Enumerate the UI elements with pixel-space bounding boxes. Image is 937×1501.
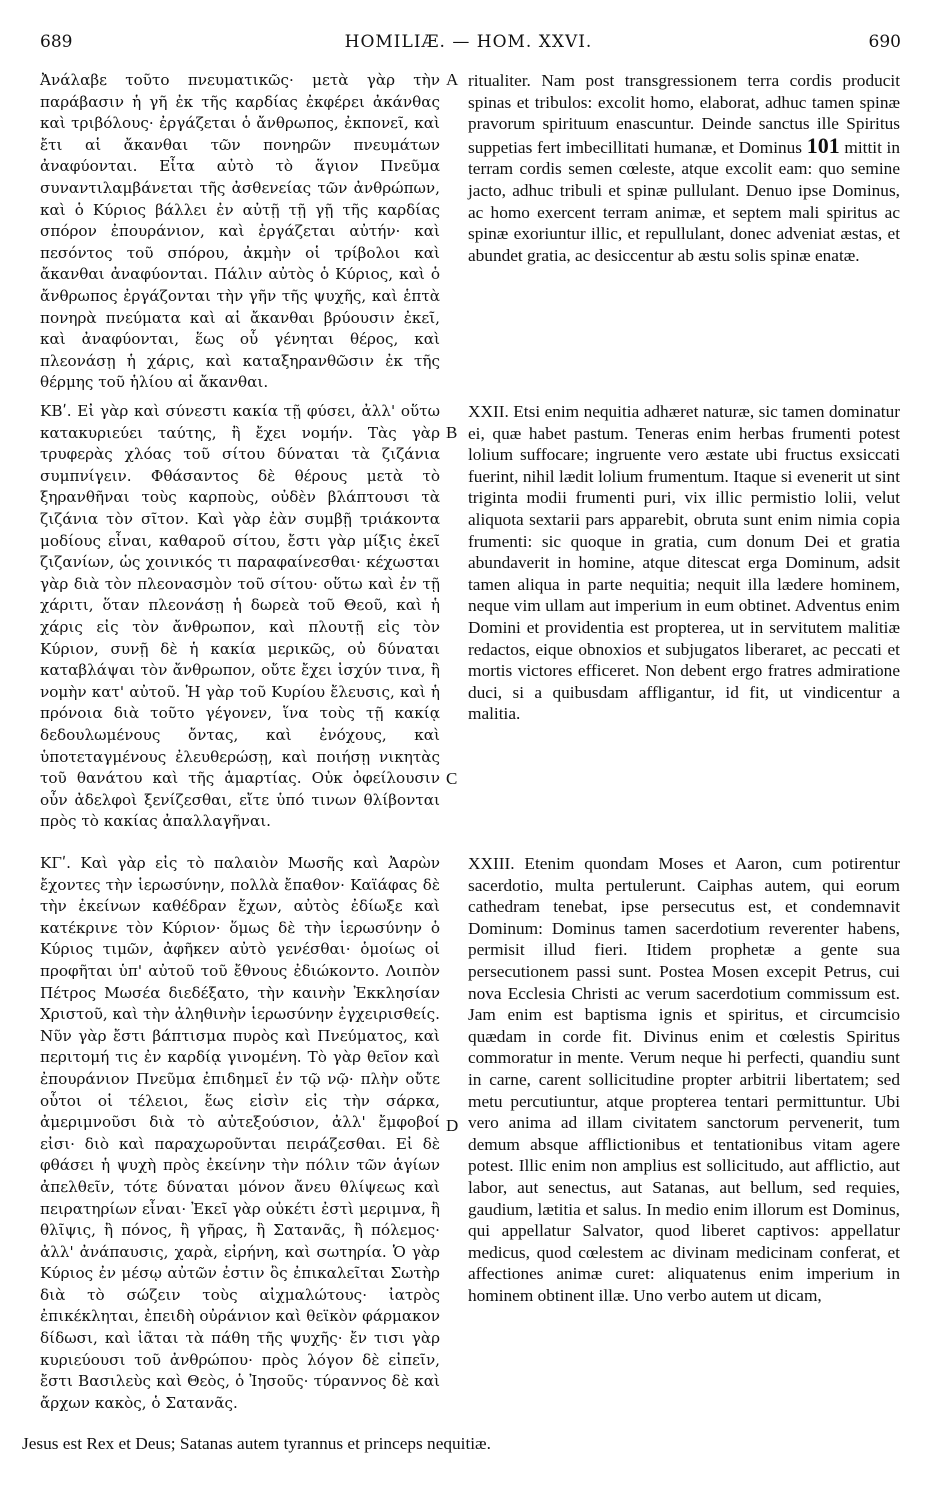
latin-closing-line: Jesus est Rex et Deus; Satanas autem tyrannus et princeps nequitiæ.	[22, 1434, 491, 1453]
latin-paragraph-2	[468, 401, 900, 725]
greek-text: ΚΓʹ. Καὶ γὰρ εἰς τὸ παλαιὸν Μωσῆς καὶ Ἀαρὼν ἔχοντες τὴν ἱερωσύνην, πολλὰ ἔπαθον· Καϊάφας δὲ τὴν ἐκείνων καθέδραν ἔχων, αὐτὸς ἐδίωξε καὶ κατέκρινε τὸν Κύριον· ὅμως δὲ τὴν ἱερωσύνην ὁ Κύριος τιμῶν, ἀφῆκεν αὐτὸ γενέσθαι· ὁμοίως οἱ προφῆται ὑπ' αὐτοῦ τοῦ ἔθνους ἐδιώκοντο. Λοιπὸν Πέτρος Μωσέα διεδέξατο, τὴν καινὴν Ἐκκλησίαν Χριστοῦ, καὶ τὴν ἀληθινὴν ἱερωσύνην ἐγχειρισθείς. Νῦν γὰρ ἔστι βάπτισμα πυρὸς καὶ Πνεύματος, καὶ περιτομή τις ἐν καρδίᾳ γινομένη. Τὸ γὰρ θεῖον καὶ ἐπουράνιον Πνεῦμα ἐπιδημεῖ ἐν τῷ νῷ· πλὴν οὔτε οὗτοι οἱ τέλειοι, ἕως εἰσὶν εἰς τὴν σάρκα, ἀμεριμνοῦσι διὰ τὸ αὐτεξούσιον, ἀλλ' ἔμφοβοί εἰσι· διὸ καὶ παραχωροῦνται πειράζεσθαι. Εἰ δὲ φθάσει ἡ ψυχὴ πρὸς ἐκείνην τὴν πόλιν τῶν ἁγίων ἀπελθεῖν, τότε δύναται μόνον ἄνευ θλίψεως καὶ πειρατηρίων εἶναι· Ἐκεῖ γὰρ οὐκέτι ἐστὶ μεριμνα, ἢ θλῖψις, ἢ πόνος, ἢ γῆρας, ἢ Σατανᾶς, ἢ πόλεμος· ἀλλ' ἀνάπαυσις, χαρὰ, εἰρήνη, καὶ σωτηρία. Ὁ γὰρ Κύριος ἐν μέσῳ αὐτῶν ἐστιν ὃς ἐπικαλεῖται Σωτὴρ διὰ τὸ σώζειν τοὺς αἰχμαλώτους· ἰατρὸς ἐπικέκληται, ἐπειδὴ οὐράνιον καὶ θεϊκὸν φάρμακον δίδωσι, καὶ ἰᾶται τὰ πάθη τῆς ψυχῆς· ἔν τισι γὰρ κυριεύουσι τοῦ ἀνθρώπου· πρὸς λόγον δὲ εἰπεῖν, ἔστι Βασιλεὺς καὶ Θεὸς, ὁ Ἰησοῦς· τύραννος δὲ καὶ ἄρχων κακὸς, ὁ Σατανᾶς.	[40, 854, 440, 1412]
right-page-number: 690	[868, 32, 901, 52]
latin-text: ritualiter. Nam post transgressionem terra cordis producit spinas et tribulos: excolit homo, elaborat, adhuc tamen spinæ pravorum spirituum enascuntur. Deinde sanctus ille Spiritus suppetias fert imbecillitati humanæ, et Dominus	[468, 71, 900, 157]
section-marker-b: B	[446, 423, 458, 442]
section-marker-a: A	[446, 70, 459, 89]
greek-paragraph-1	[40, 70, 440, 394]
greek-paragraph-3	[40, 853, 440, 1414]
latin-text: XXII. Etsi enim nequitia adhæret naturæ, sic tamen dominatur ei, quæ habet pastum. Teneras enim herbas frumenti potest lolium suffocare; ingruente vero æstate ubi fructus exsiccati fuerint, nihil lædit lolium frumentum. Itaque si evenerit ut sint triginta modii frumenti puri, vix illic permistio lolii, velut aliquota sextarii pars apparebit, obruta sunt enim nimia copia frumenti: sic quoque in gratia, cum donum Dei et gratia abundaverit in homine, atque ditescat erga Dominum, adsit tamen aliqua in parte nequitia; nequit illa lædere hominem, neque vim ullam aut imperium in eum obtinet. Adventus enim Domini et providentia est propterea, ut in servitutem malitiæ redactos, eique obnoxios et subjugatos liberaret, ac peccati et mortis victores efficeret. Non debent ergo fratres admiratione duci, si a quibusdam affligantur, id fit, ut vindicentur a malitia.	[468, 402, 900, 724]
page-header	[0, 32, 937, 58]
latin-paragraph-3	[468, 853, 900, 1306]
greek-paragraph-2	[40, 401, 440, 833]
running-title: HOMILIÆ. — HOM. XXVI.	[344, 32, 593, 52]
left-page-number: 689	[40, 32, 73, 52]
latin-paragraph-1	[468, 70, 900, 266]
section-marker-c: C	[446, 769, 458, 788]
latin-text: mittit in terram cordis semen cœleste, atque excolit eam: quo semine jacto, adhuc tribuli et spinæ pullulant. Denuo ipse Dominus, ac homo exercent terram animæ, et septem mali spiritus ac spinæ exoriuntur illic, et repullulant, donec adveniat æstas, et abundet gratia, ac desiccentur ab æstu solis spinæ enatæ.	[468, 137, 901, 265]
section-marker-d: D	[446, 1116, 459, 1135]
latin-text: XXIII. Etenim quondam Moses et Aaron, cum potirentur sacerdotio, multa pertulerunt. Caiphas autem, qui eorum cathedram tenebat, ipse persecutus est, et condemnavit Dominum: Dominus tamen sacerdotium reverenter habens, permisit illud fieri. Itidem prophetæ a gente sua persecutionem passi sunt. Postea Mosen excepit Petrus, cui nova Ecclesia Christi ac verum sacerdotium commissum est. Jam enim est baptisma ignis et spiritus, et circumcisio quædam in corde fit. Divinus enim et cœlestis Spiritus commoratur in mente. Verum neque hi perfecti, quandiu sunt in carne, carent sollicitudine propter arbitrii libertatem; sed metu percutiuntur, atque propterea tentari permittuntur. Ubi vero anima ad illam civitatem sanctorum pervenerit, tum demum absque afflictionibus et tentationibus vitam agere potest. Illic enim non amplius est sollicitudo, aut afflictio, aut labor, aut senectus, aut Satanas, aut bellum, sed requies, gaudium, lætitia et salus. In medio enim illorum est Dominus, qui appellatur Salvator, quod liberet captivos: appellatur medicus, quod cœlestem ac divinam medicinam conferat, et affectiones animæ curet: aliquatenus enim imperium in hominem obtinent illæ. Uno verbo autem ut dicam,	[468, 854, 900, 1305]
greek-text: Ἀνάλαβε τοῦτο πνευματικῶς· μετὰ γὰρ τὴν παράβασιν ἡ γῆ ἐκ τῆς καρδίας ἐκφέρει ἀκάνθας καὶ τριβόλους· ἐργάζεται ὁ ἄνθρωπος, ἐκπονεῖ, καὶ ἔτι αἱ ἄκανθαι τῶν πονηρῶν πνευμάτων ἀναφύονται. Εἶτα αὐτὸ τὸ ἅγιον Πνεῦμα συναντιλαμβάνεται τῆς ἀσθενείας τῶν ἀνθρώπων, καὶ ὁ Κύριος βάλλει ἐν αὐτῇ τῇ γῇ τῆς καρδίας σπόρον ἐπουράνιον, καὶ ἐργάζεται αὐτήν· καὶ πεσόντος τοῦ σπόρου, ἀκμὴν οἱ τρίβολοι καὶ ἄκανθαι ἀναφύονται. Πάλιν αὐτὸς ὁ Κύριος, καὶ ὁ ἄνθρωπος ἐργάζονται τὴν γῆν τῆς ψυχῆς, καὶ ἑπτὰ πονηρὰ πνεύματα καὶ αἱ ἄκανθαι βρύουσιν ἐκεῖ, καὶ ἀναφύονται, ἕως οὗ γένηται θέρος, καὶ πλεονάσῃ ἡ χάρις, καὶ καταξηρανθῶσιν ἐκ τῆς θέρμης τοῦ ἡλίου αἱ ἄκανθαι.	[40, 71, 440, 392]
column-number: 101	[806, 132, 840, 158]
greek-text: ΚΒʹ. Εἰ γὰρ καὶ σύνεστι κακία τῇ φύσει, ἀλλ' οὕτω κατακυριεύει ταύτης, ἢ ἔχει νομήν. Τὰς γὰρ τρυφερὰς χλόας τοῦ σίτου δύναται τὰ ζιζάνια συμπνίγειν. Φθάσαντος δὲ θέρους μετὰ τὸ ξηρανθῆναι τοὺς καρποὺς, οὐδὲν βλάπτουσι τὰ ζιζάνια τὸν σῖτον. Καὶ γὰρ ἐὰν συμβῇ τριάκοντα μοδίους εἶναι, καθαροῦ σίτου, ἔστι γὰρ μίξις ἐκεῖ ζιζανίων, ὡς χοινικός τι παραφαίνεσθαι· κέχωσται γὰρ διὰ τὸν πλεονασμὸν τοῦ σίτου· οὕτω καὶ ἐν τῇ χάριτι, ὅταν πλεονάσῃ ἡ δωρεὰ τοῦ Θεοῦ, καὶ ἡ χάρις εἰς τὸν ἄνθρωπον, καὶ πλουτῇ εἰς τὸν Κύριον, συνῇ δὲ ἡ κακία μερικῶς, οὐ δύναται καταβλάψαι τὸν ἄνθρωπον, οὔτε ἔχει ἰσχύν τινα, ἢ νομὴν κατ' αὐτοῦ. Ἡ γὰρ τοῦ Κυρίου ἔλευσις, καὶ ἡ πρόνοια διὰ τοῦτο γέγονεν, ἵνα τοὺς τῇ κακίᾳ δεδουλωμένους ὄντας, καὶ ἐνόχους, καὶ ὑποτεταγμένους ἐλευθερώσῃ, καὶ ποιήσῃ νικητὰς τοῦ θανάτου καὶ τῆς ἁμαρτίας. Οὐκ ὀφείλουσιν οὖν ἀδελφοὶ ξενίζεσθαι, εἴτε ὑπό τινων θλίβονται πρὸς τὸ κακίας ἀπαλλαγῆναι.	[40, 402, 440, 831]
